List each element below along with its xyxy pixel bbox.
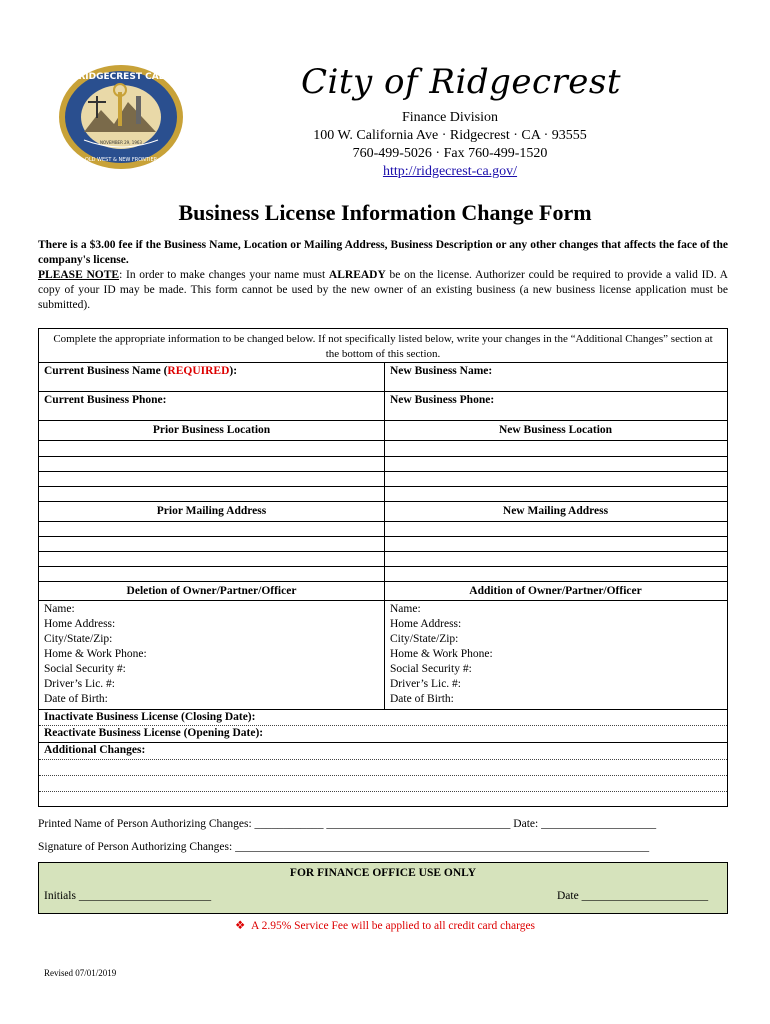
- deletion-fields: [44, 602, 147, 707]
- current-phone-label[interactable]: Current Business Phone:: [44, 394, 167, 406]
- prior-mailing-header: Prior Mailing Address: [156, 505, 267, 517]
- addition-fields: [390, 602, 493, 707]
- deletion-phone[interactable]: Home & Work Phone:: [44, 648, 147, 660]
- addition-home-address[interactable]: Home Address:: [390, 618, 462, 630]
- revised-date: Revised 07/01/2019: [44, 968, 117, 978]
- required-marker: REQUIRED: [167, 365, 230, 377]
- seal-bottom-text: OLD WEST & NEW FRONTIER: [84, 157, 158, 163]
- signature-line[interactable]: Signature of Person Authorizing Changes: ________________________________________________________________________: [38, 841, 650, 853]
- deletion-home-address[interactable]: Home Address:: [44, 618, 116, 630]
- addition-dob[interactable]: Date of Birth:: [390, 693, 454, 705]
- please-note-text: : In order to make changes your name must: [119, 269, 329, 281]
- inactivate-label[interactable]: Inactivate Business License (Closing Date):: [44, 711, 256, 723]
- address: 100 W. California Ave · Ridgecrest · CA · 93555: [313, 128, 587, 143]
- service-fee-note: [0, 918, 770, 932]
- current-name-label[interactable]: Current Business Name (REQUIRED):: [44, 365, 238, 377]
- addition-name[interactable]: Name:: [390, 603, 421, 615]
- initials-field[interactable]: Initials _______________________: [44, 890, 212, 902]
- deletion-name[interactable]: Name:: [44, 603, 75, 615]
- deletion-ssn[interactable]: Social Security #:: [44, 663, 126, 675]
- addition-ssn[interactable]: Social Security #:: [390, 663, 472, 675]
- form-title: Business License Information Change Form: [178, 200, 592, 225]
- notice: [38, 238, 728, 313]
- new-phone-label[interactable]: New Business Phone:: [390, 394, 495, 406]
- deletion-dob[interactable]: Date of Birth:: [44, 693, 108, 705]
- city-title: City of Ridgecrest: [300, 62, 622, 102]
- phone-fax: 760-499-5026 · Fax 760-499-1520: [352, 146, 548, 161]
- new-name-label[interactable]: New Business Name:: [390, 365, 493, 377]
- already-text: ALREADY: [328, 269, 386, 281]
- seal-top-text: CITY OF RIDGECREST CALIFORNIA: [35, 72, 207, 82]
- printed-name-line[interactable]: Printed Name of Person Authorizing Changes: ____________ ________________________________ Date: ____________________: [38, 818, 657, 830]
- fee-notice: There is a $3.00 fee if the Business Name, Location or Mailing Address, Business Description or any other changes that affects the face of the company's license.: [38, 239, 728, 266]
- city-seal-logo: [35, 62, 207, 172]
- new-mailing-header: New Mailing Address: [502, 505, 609, 517]
- deletion-header: Deletion of Owner/Partner/Officer: [126, 585, 297, 597]
- finance-office-box: [38, 862, 728, 914]
- addition-header: Addition of Owner/Partner/Officer: [469, 585, 642, 597]
- addition-drivers-lic[interactable]: Driver’s Lic. #:: [390, 678, 462, 690]
- finance-title: FOR FINANCE OFFICE USE ONLY: [289, 867, 477, 879]
- division: Finance Division: [401, 110, 499, 125]
- deletion-drivers-lic[interactable]: Driver’s Lic. #:: [44, 678, 116, 690]
- reactivate-label[interactable]: Reactivate Business License (Opening Date):: [44, 727, 264, 739]
- please-note-text-2: be on the license. Authorizer could be required to provide a valid ID. A copy of your ID may be made. This form cannot be used by the new owner of an existing business (a new business license application must be submitted).: [38, 269, 728, 311]
- finance-date-field[interactable]: Date ______________________: [557, 890, 709, 902]
- addition-phone[interactable]: Home & Work Phone:: [390, 648, 493, 660]
- bullet-icon: ❖: [234, 920, 246, 932]
- change-form-table: [38, 328, 728, 807]
- seal-date-text: NOVEMBER 29, 1963: [100, 140, 142, 145]
- instructions: Complete the appropriate information to be changed below. If not specifically listed below, write your changes in the “Additional Changes” section at the bottom of this section.: [53, 333, 713, 360]
- deletion-city-state-zip[interactable]: City/State/Zip:: [44, 633, 113, 645]
- service-fee-text: A 2.95% Service Fee will be applied to all credit card charges: [251, 920, 536, 932]
- prior-location-header: Prior Business Location: [152, 424, 271, 436]
- website-link[interactable]: http://ridgecrest-ca.gov/: [382, 164, 518, 179]
- new-location-header: New Business Location: [498, 424, 613, 436]
- addition-city-state-zip[interactable]: City/State/Zip:: [390, 633, 459, 645]
- additional-changes-label[interactable]: Additional Changes:: [44, 744, 146, 756]
- please-note-label: PLEASE NOTE: [38, 269, 120, 281]
